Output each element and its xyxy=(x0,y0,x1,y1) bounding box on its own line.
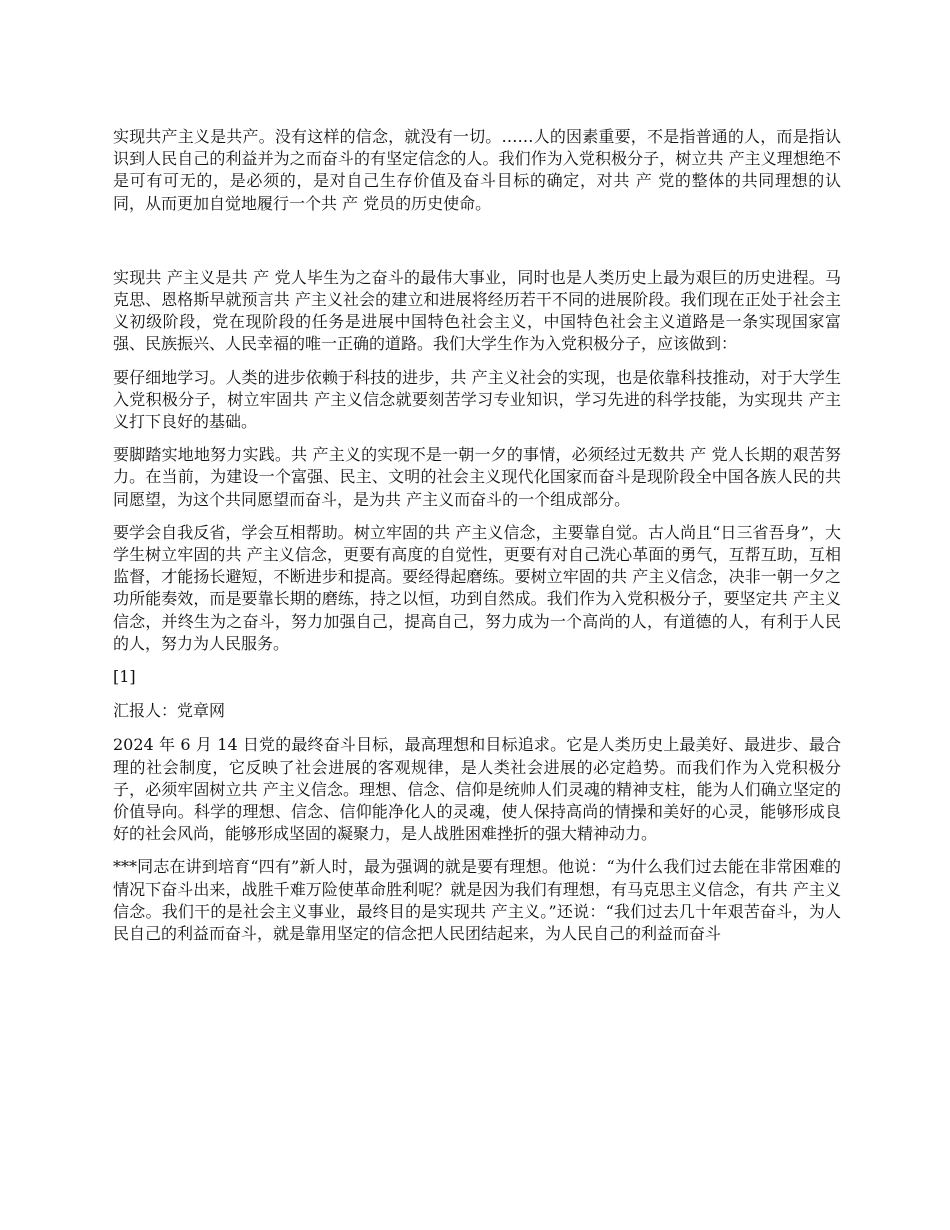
document-body xyxy=(113,126,841,956)
reporter-line: 汇报人：党章网 xyxy=(113,701,226,721)
footnote-marker: [1] xyxy=(113,667,136,687)
paragraph-7: ***同志在讲到培育“四有”新人时，最为强调的就是要有理想。他说：“为什么我们过去能在非常困难的情况下奋斗出来，战胜千难万险使革命胜利呢？就是因为我们有理想，有马克思主义信念，有共 产主义信念。我们干的是社会主义事业，最终目的是实现共 产主义。”还说：“我们过去几十年艰苦奋斗，为人民自己的利益而奋斗，就是靠用坚定的信念把人民团结起来，为人民自己的利益而奋斗 xyxy=(113,857,841,944)
paragraph-3: 要仔细地学习。人类的进步依赖于科技的进步，共 产主义社会的实现，也是依靠科技推动，对于大学生入党积极分子，树立牢固共 产主义信念就要刻苦学习专业知识，学习先进的科学技能，为实现共 产主义打下良好的基础。 xyxy=(113,367,841,432)
paragraph-1: 实现共产主义是共产。没有这样的信念，就没有一切。……人的因素重要，不是指普通的人，而是指认识到人民自己的利益并为之而奋斗的有坚定信念的人。我们作为入党积极分子，树立共 产主义理想绝不是可有可无的，是必须的，是对自己生存价值及奋斗目标的确定，对共 产 党的整体的共同理想的认同，从而更加自觉地履行一个共 产 党员的历史使命。 xyxy=(113,127,841,213)
paragraph-6: 2024 年 6 月 14 日党的最终奋斗目标，最高理想和目标追求。它是人类历史上最美好、最进步、最合理的社会制度，它反映了社会进展的客观规律，是人类社会进展的必定趋势。而我们作为入党积极分子，必须牢固树立共 产主义信念。理想、信念、信仰是统帅人们灵魂的精神支柱，能为人们确立坚定的价值导向。科学的理想、信念、信仰能净化人的灵魂，使人保持高尚的情操和美好的心灵，能够形成良好的社会风尚，能够形成坚固的凝聚力，是人战胜困难挫折的强大精神动力。 xyxy=(113,735,841,844)
paragraph-4: 要脚踏实地地努力实践。共 产主义的实现不是一朝一夕的事情，必须经过无数共 产 党人长期的艰苦努力。在当前，为建设一个富强、民主、文明的社会主义现代化国家而奋斗是现阶段全中国各族人民的共同愿望，为这个共同愿望而奋斗，是为共 产主义而奋斗的一个组成部分。 xyxy=(113,445,841,509)
paragraph-5: 要学会自我反省，学会互相帮助。树立牢固的共 产主义信念，主要靠自觉。古人尚且“日三省吾身”，大学生树立牢固的共 产主义信念，更要有高度的自觉性，更要有对自己洗心革面的勇气，互帮互助，互相监督，才能扬长避短，不断进步和提高。要经得起磨练。要树立牢固的共 产主义信念，决非一朝一夕之功所能奏效，而是要靠长期的磨练，持之以恒，功到自然成。我们作为入党积极分子，要坚定共 产主义信念，并终生为之奋斗，努力加强自己，提高自己，努力成为一个高尚的人，有道德的人，有利于人民的人，努力为人民服务。 xyxy=(113,522,841,653)
paragraph-2: 实现共 产主义是共 产 党人毕生为之奋斗的最伟大事业，同时也是人类历史上最为艰巨的历史进程。马克思、恩格斯早就预言共 产主义社会的建立和进展将经历若干不同的进展阶段。我们现在正处于社会主义初级阶段，党在现阶段的任务是进展中国特色社会主义，中国特色社会主义道路是一条实现国家富强、民族振兴、人民幸福的唯一正确的道路。我们大学生作为入党积极分子，应该做到： xyxy=(113,267,841,354)
